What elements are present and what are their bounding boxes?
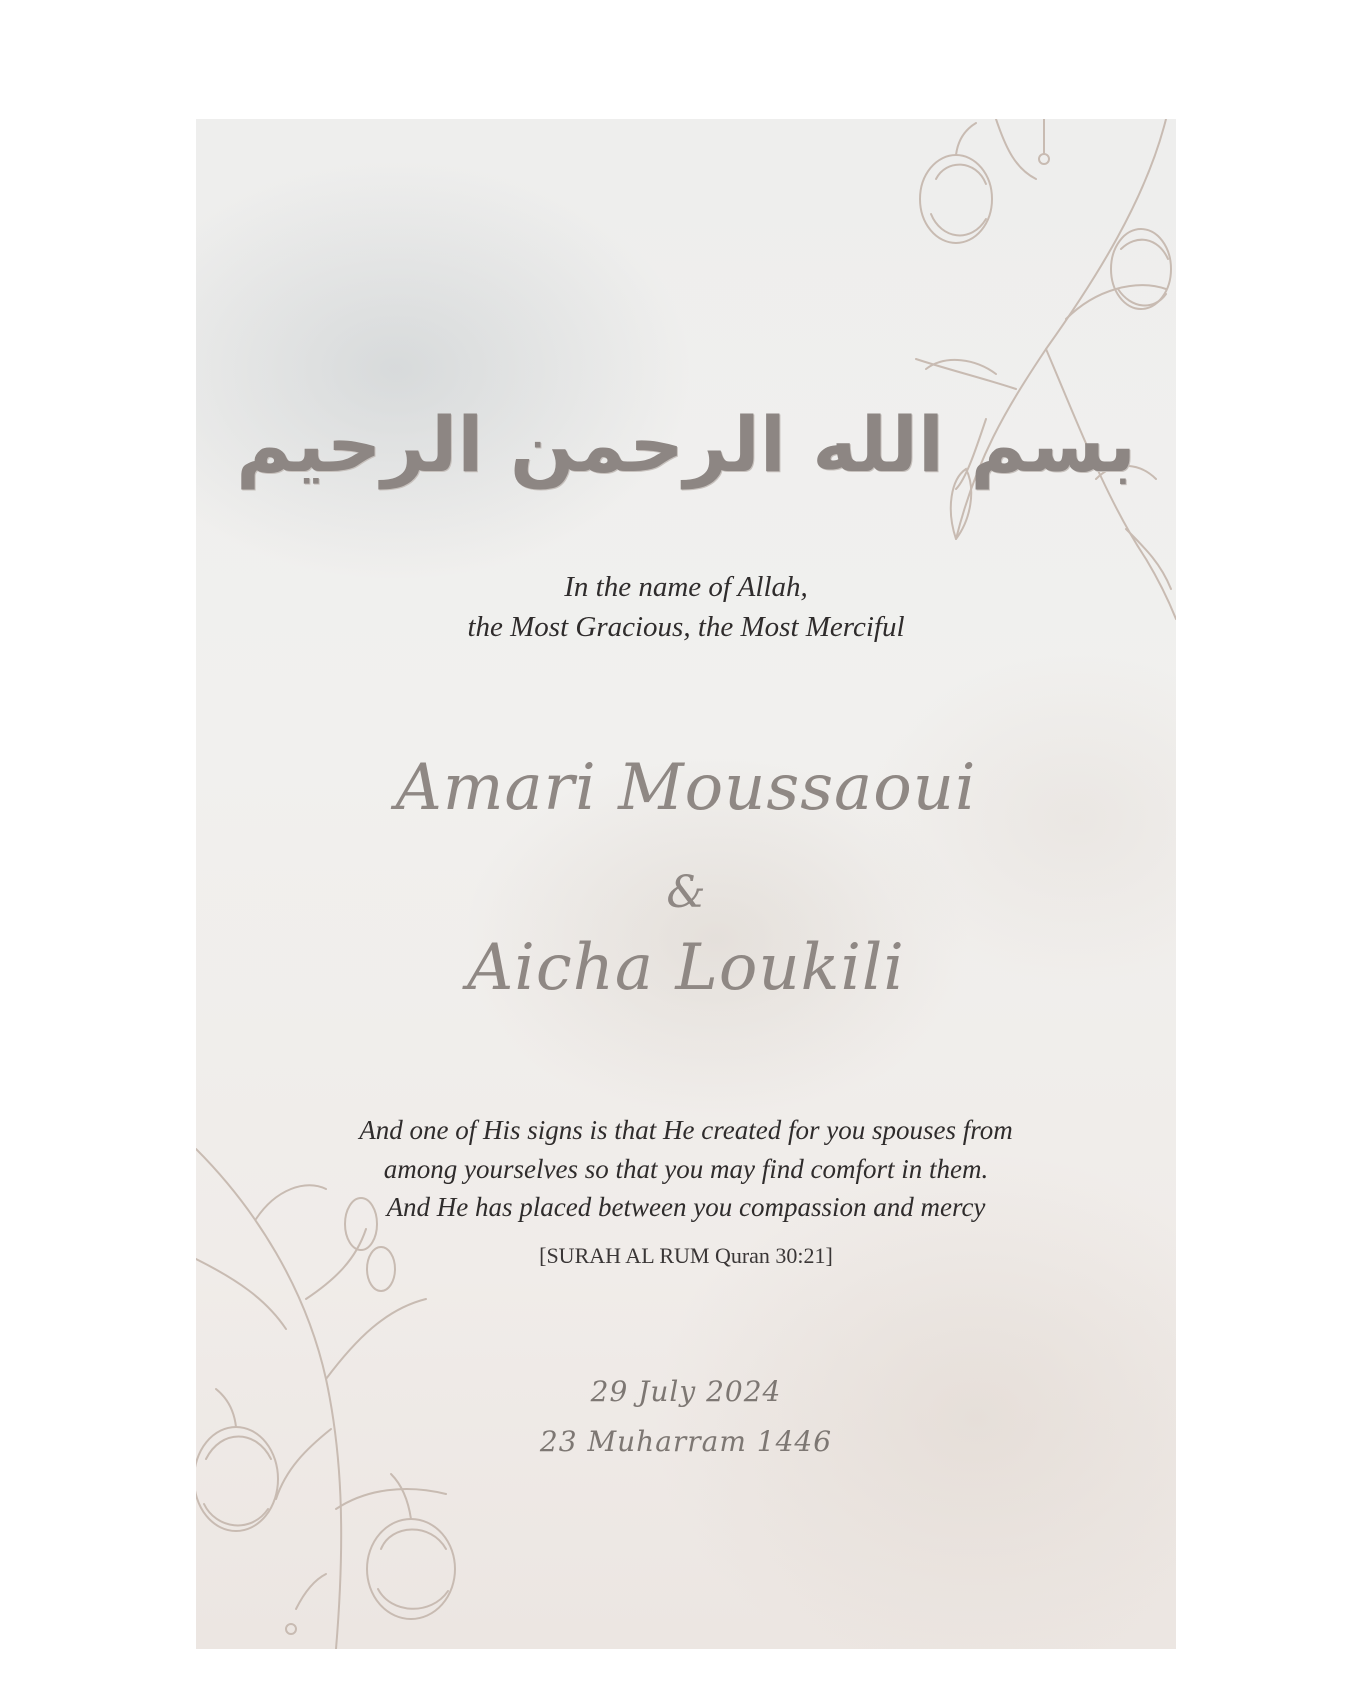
- verse-line-3: And He has placed between you compassion and mercy: [386, 1192, 986, 1222]
- date-hijri: 23 Muharram 1446: [539, 1425, 833, 1458]
- bismillah-calligraphy: بسم الله الرحمن الرحيم: [236, 399, 1136, 489]
- verse-line-1: And one of His signs is that He created for you spouses from: [359, 1115, 1013, 1145]
- bride-name: Aicha Loukili: [467, 931, 905, 1005]
- translation-line-1: In the name of Allah,: [564, 571, 808, 603]
- groom-name: Amari Moussaoui: [395, 751, 977, 825]
- verse-line-2: among yourselves so that you may find comfort in them.: [383, 1154, 989, 1184]
- translation-line-2: the Most Gracious, the Most Merciful: [467, 611, 905, 643]
- date-gregorian: 29 July 2024: [590, 1375, 782, 1408]
- verse-reference: [SURAH AL RUM Quran 30:21]: [539, 1243, 833, 1268]
- ampersand: &: [666, 867, 706, 918]
- invitation-card: [196, 119, 1176, 1649]
